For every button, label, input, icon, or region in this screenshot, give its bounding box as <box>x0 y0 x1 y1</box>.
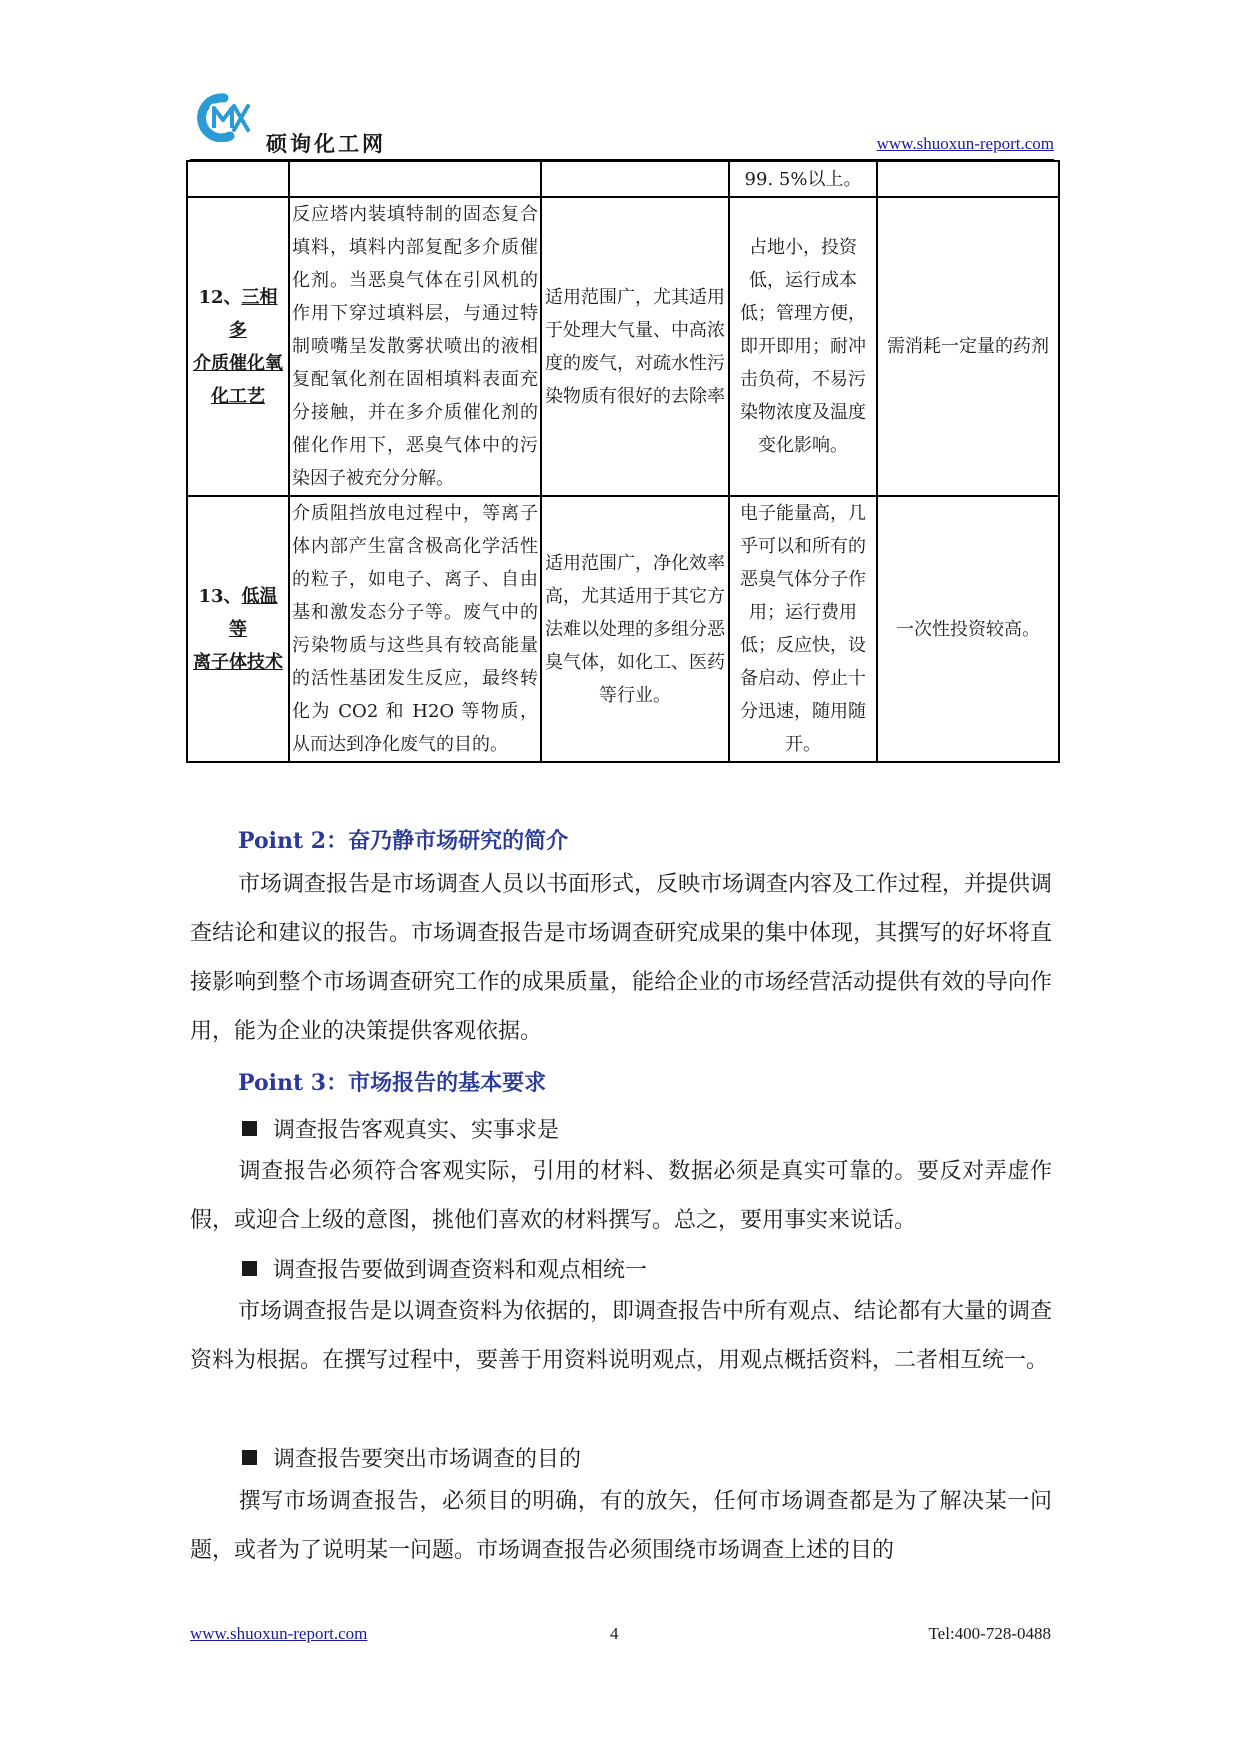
table-row <box>187 161 1059 197</box>
square-bullet-icon <box>242 1121 257 1136</box>
point2-paragraph <box>190 860 1052 1056</box>
footer-site-link[interactable]: www.shuoxun-report.com <box>190 1624 368 1643</box>
requirement-paragraph <box>190 1147 1052 1245</box>
requirement-bullet <box>242 1253 647 1284</box>
advantage-cell: 99. 5%以上。 <box>729 161 877 197</box>
technology-name-line: 低温等 <box>229 585 278 640</box>
technology-name-cell <box>187 496 289 762</box>
square-bullet-icon <box>242 1261 257 1276</box>
bullet-text: 调查报告客观真实、实事求是 <box>273 1118 560 1143</box>
requirement-paragraph <box>190 1287 1052 1385</box>
page-number: 4 <box>610 1624 619 1643</box>
table-cell <box>877 161 1059 197</box>
advantage-cell: 占地小，投资低，运行成本低；管理方便，即开即用；耐冲击负荷，不易污染物浓度及温度变化影响。 <box>729 197 877 496</box>
table-cell <box>187 161 289 197</box>
paragraph-text: 市场调查报告是市场调查人员以书面形式，反映市场调查内容及工作过程，并提供调查结论和建议的报告。市场调查报告是市场调查研究成果的集中体现，其撰写的好坏将直接影响到整个市场调查研究工作的成果质量，能给企业的市场经营活动提供有效的导向作用，能为企业的决策提供客观依据。 <box>190 872 1053 1044</box>
scope-cell: 适用范围广，净化效率高，尤其适用于其它方法难以处理的多组分恶臭气体，如化工、医药等行业。 <box>541 496 729 762</box>
technology-name-line: 介质催化氧 <box>193 352 283 374</box>
paragraph-text: 撰写市场调查报告，必须目的明确，有的放矢，任何市场调查都是为了解决某一问题，或者为了说明某一问题。市场调查报告必须围绕市场调查上述的目的 <box>190 1489 1052 1563</box>
page-header <box>190 82 1054 160</box>
square-bullet-icon <box>242 1450 257 1465</box>
requirement-bullet <box>242 1113 559 1144</box>
table-cell <box>541 161 729 197</box>
requirement-paragraph <box>190 1477 1052 1575</box>
table-cell <box>289 161 541 197</box>
point2-heading: Point 2：奋乃静市场研究的简介 <box>238 828 569 854</box>
principle-cell: 介质阻挡放电过程中，等离子体内部产生富含极高化学活性的粒子，如电子、离子、自由基和激发态分子等。废气中的污染物质与这些具有较高能量的活性基团发生反应，最终转化为 CO2 和 H2O 等物质，从而达到净化废气的目的。 <box>289 496 541 762</box>
technology-name-line: 三相多 <box>229 286 278 341</box>
scope-cell: 适用范围广，尤其适用于处理大气量、中高浓度的废气，对疏水性污染物质有很好的去除率 <box>541 197 729 496</box>
advantage-cell: 电子能量高，几乎可以和所有的恶臭气体分子作用；运行费用低；反应快，设备启动、停止十分迅速，随用随开。 <box>729 496 877 762</box>
technology-name-line: 离子体技术 <box>193 651 283 673</box>
technology-number: 13、 <box>198 585 242 607</box>
shuoxun-logo-icon <box>190 92 260 142</box>
bullet-text: 调查报告要做到调查资料和观点相统一 <box>273 1258 648 1283</box>
requirement-bullet <box>242 1442 581 1473</box>
principle-cell: 反应塔内装填特制的固态复合填料，填料内部复配多介质催化剂。当恶臭气体在引风机的作用下穿过填料层，与通过特制喷嘴呈发散雾状喷出的液相复配氧化剂在固相填料表面充分接触，并在多介质催化剂的催化作用下，恶臭气体中的污染因子被充分分解。 <box>289 197 541 496</box>
technology-number: 12、 <box>198 286 242 308</box>
table-row <box>187 496 1059 762</box>
brand-name: 硕询化工网 <box>266 132 386 156</box>
disadvantage-cell: 需消耗一定量的药剂 <box>877 197 1059 496</box>
point3-heading: Point 3：市场报告的基本要求 <box>238 1070 547 1096</box>
treatment-technology-table <box>186 160 1060 763</box>
technology-name-line: 化工艺 <box>211 385 265 407</box>
table-row <box>187 197 1059 496</box>
paragraph-text: 调查报告必须符合客观实际，引用的材料、数据必须是真实可靠的。要反对弄虚作假，或迎合上级的意图，挑他们喜欢的材料撰写。总之，要用事实来说话。 <box>190 1159 1052 1233</box>
footer-telephone: Tel:400-728-0488 <box>928 1624 1051 1643</box>
bullet-text: 调查报告要突出市场调查的目的 <box>273 1447 582 1472</box>
technology-name-cell <box>187 197 289 496</box>
paragraph-text: 市场调查报告是以调查资料为依据的，即调查报告中所有观点、结论都有大量的调查资料为根据。在撰写过程中，要善于用资料说明观点，用观点概括资料，二者相互统一。 <box>190 1299 1053 1373</box>
disadvantage-cell: 一次性投资较高。 <box>877 496 1059 762</box>
header-site-link[interactable]: www.shuoxun-report.com <box>876 134 1054 153</box>
